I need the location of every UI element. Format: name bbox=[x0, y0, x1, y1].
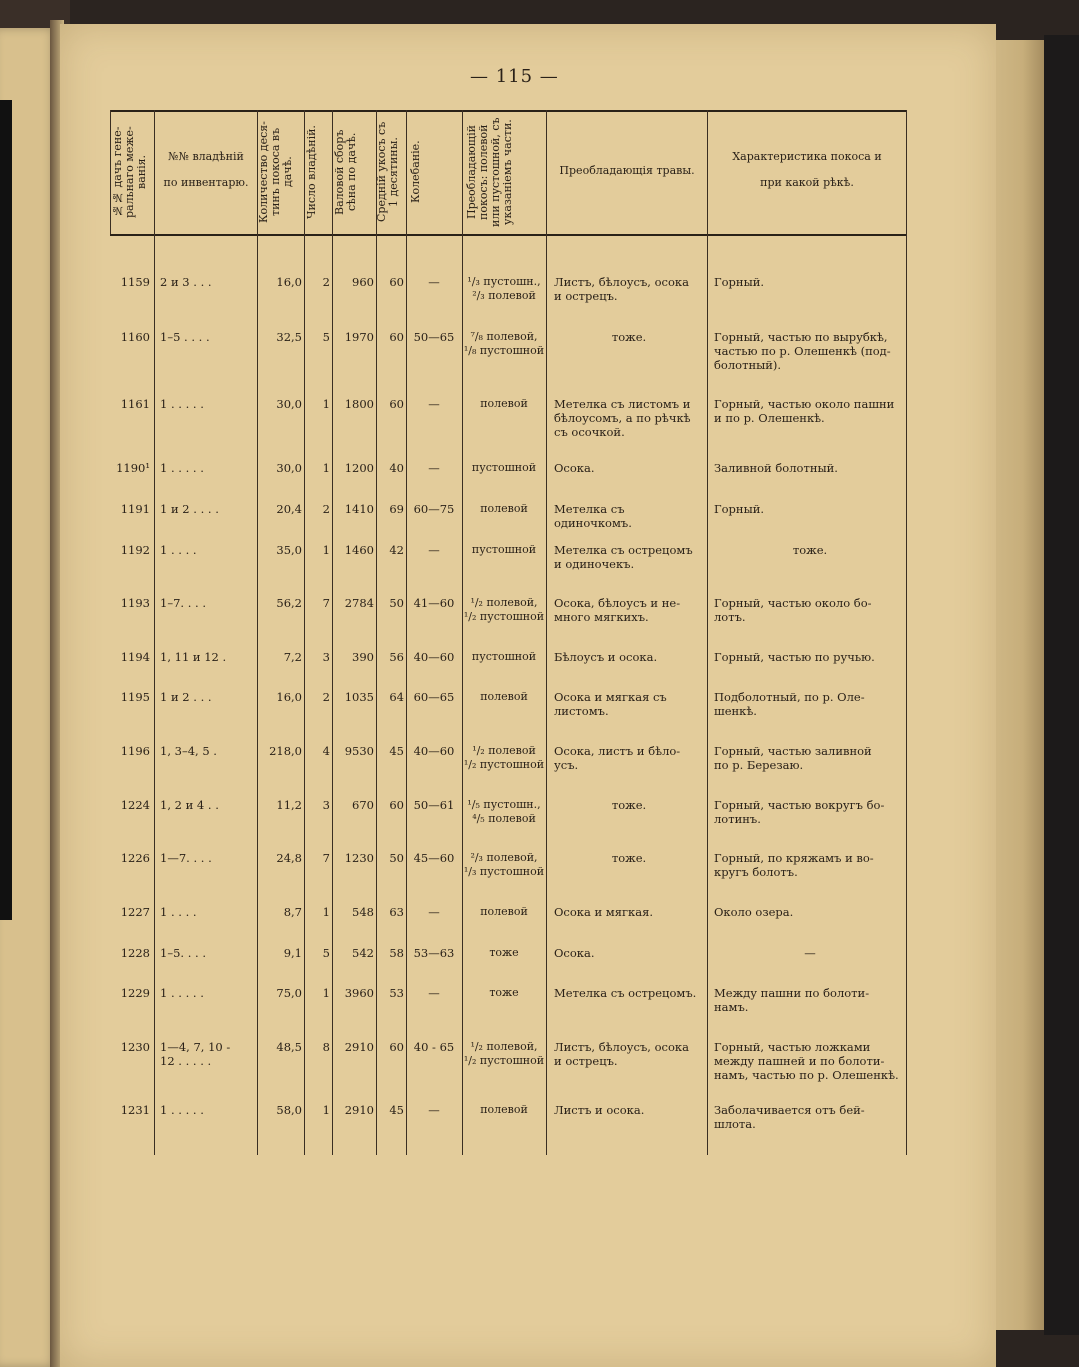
cell-val: 1970 bbox=[344, 330, 374, 344]
cell-kol: 24,8 bbox=[276, 851, 302, 865]
left-page-strip bbox=[0, 100, 12, 920]
cell-travy: Осока. bbox=[554, 461, 595, 475]
cell-travy: Осока. bbox=[554, 946, 595, 960]
cell-kol: 75,0 bbox=[276, 986, 302, 1000]
header-valovoy: Валовой сборъ сѣна по дачѣ. bbox=[333, 129, 358, 215]
header-sredniy: Средній укосъ съ 1 десятины. bbox=[375, 121, 400, 223]
header-vladeniy: №№ владѣній по инвентарю. bbox=[163, 150, 249, 189]
cell-kol: 218,0 bbox=[269, 744, 302, 758]
cell-pokos: тоже bbox=[489, 946, 519, 959]
cell-kol: 32,5 bbox=[276, 330, 302, 344]
cell-pokos: пустошной bbox=[471, 461, 537, 474]
cell-travy: Листъ, бѣлоусъ, осока и острецъ. bbox=[554, 1040, 689, 1068]
page-number: — 115 — bbox=[470, 66, 559, 87]
cell-chislo: 7 bbox=[322, 851, 330, 865]
cell-koleb: 60—65 bbox=[413, 690, 455, 704]
cell-dacha: 1191 bbox=[120, 502, 150, 516]
cell-chislo: 7 bbox=[322, 596, 330, 610]
cell-dacha: 1196 bbox=[120, 744, 150, 758]
cell-val: 1230 bbox=[344, 851, 374, 865]
cell-chislo: 3 bbox=[322, 798, 330, 812]
cell-pokos: ²/₃ полевой, ¹/₃ пустошной bbox=[463, 851, 545, 878]
cell-chislo: 5 bbox=[322, 330, 330, 344]
cell-kol: 56,2 bbox=[276, 596, 302, 610]
cell-vlad: 1, 11 и 12 . bbox=[160, 650, 227, 664]
cell-travy: Метелка съ острецомъ. bbox=[554, 986, 697, 1000]
cell-koleb: 60—75 bbox=[413, 502, 455, 516]
cell-dacha: 1231 bbox=[120, 1103, 150, 1117]
cell-dacha: 1226 bbox=[120, 851, 150, 865]
cell-chislo: 1 bbox=[322, 1103, 330, 1117]
header-preobl-pokos: Преобладающій покосъ: полевой или пустошной, съ указаніемъ части. bbox=[465, 117, 514, 227]
cell-koleb: 40—60 bbox=[413, 650, 455, 664]
cell-koleb: — bbox=[428, 461, 440, 475]
cell-chislo: 2 bbox=[322, 502, 330, 516]
cell-vlad: 1—7. . . . bbox=[160, 851, 212, 865]
cell-dacha: 1194 bbox=[120, 650, 150, 664]
cell-kol: 8,7 bbox=[283, 905, 302, 919]
cell-koleb: 50—65 bbox=[413, 330, 455, 344]
cell-vlad: 1–7. . . . bbox=[160, 596, 206, 610]
cell-sred: 58 bbox=[389, 946, 404, 960]
cell-pokos: ¹/₃ пустошн., ²/₃ полевой bbox=[467, 275, 541, 302]
cell-vlad: 1 . . . . bbox=[160, 905, 197, 919]
cell-sred: 53 bbox=[389, 986, 404, 1000]
cell-dacha: 1161 bbox=[120, 397, 150, 411]
cell-har: Горный. bbox=[714, 275, 765, 289]
cell-pokos: ¹/₂ полевой ¹/₂ пустошной bbox=[463, 744, 545, 771]
header-kolichestvo: Количество деся- тинъ покоса въ дачѣ. bbox=[257, 121, 294, 223]
col-rule bbox=[546, 110, 547, 1155]
cell-pokos: полевой bbox=[480, 690, 528, 703]
cell-pokos: ¹/₅ пустошн., ⁴/₅ полевой bbox=[467, 798, 541, 825]
cell-har: тоже. bbox=[792, 543, 828, 557]
cell-kol: 20,4 bbox=[276, 502, 302, 516]
cell-har: Горный, частью ложками между пашней и по болоти- намъ, частью по р. Олешенкѣ. bbox=[714, 1040, 899, 1082]
cell-chislo: 1 bbox=[322, 543, 330, 557]
cell-sred: 45 bbox=[389, 744, 404, 758]
cell-pokos: пустошной bbox=[471, 650, 537, 663]
cell-sred: 63 bbox=[389, 905, 404, 919]
cell-val: 1410 bbox=[344, 502, 374, 516]
cell-val: 1035 bbox=[344, 690, 374, 704]
cell-har: Заливной болотный. bbox=[714, 461, 838, 475]
cell-travy: тоже. bbox=[611, 798, 647, 812]
cell-vlad: 1 . . . . . bbox=[160, 1103, 204, 1117]
cell-sred: 40 bbox=[389, 461, 404, 475]
col-rule bbox=[154, 110, 155, 1155]
cell-travy: Бѣлоусъ и осока. bbox=[554, 650, 658, 664]
cell-chislo: 2 bbox=[322, 275, 330, 289]
cell-vlad: 1 . . . . . bbox=[160, 397, 204, 411]
cell-har: Между пашни по болоти- намъ. bbox=[714, 986, 870, 1014]
cell-pokos: пустошной bbox=[471, 543, 537, 556]
cell-vlad: 1—4, 7, 10 - 12 . . . . . bbox=[160, 1040, 231, 1068]
cell-val: 1460 bbox=[344, 543, 374, 557]
cell-vlad: 1 и 2 . . . bbox=[160, 690, 212, 704]
header-travy: Преобладающія травы. bbox=[559, 164, 695, 177]
cell-kol: 16,0 bbox=[276, 275, 302, 289]
header-dacha: №№ дачъ гене- ральнаго меже- ванія. bbox=[111, 126, 148, 218]
cell-val: 3960 bbox=[344, 986, 374, 1000]
table-top-rule bbox=[110, 110, 907, 112]
cell-chislo: 1 bbox=[322, 986, 330, 1000]
cell-vlad: 1–5 . . . . bbox=[160, 330, 210, 344]
cell-kol: 30,0 bbox=[276, 461, 302, 475]
cell-dacha: 1230 bbox=[120, 1040, 150, 1054]
cell-val: 670 bbox=[352, 798, 374, 812]
cell-koleb: 40 - 65 bbox=[413, 1040, 455, 1054]
cell-koleb: — bbox=[428, 397, 440, 411]
cell-dacha: 1229 bbox=[120, 986, 150, 1000]
cell-chislo: 1 bbox=[322, 461, 330, 475]
cell-koleb: — bbox=[428, 905, 440, 919]
cell-vlad: 1, 3–4, 5 . bbox=[160, 744, 217, 758]
cell-dacha: 1224 bbox=[120, 798, 150, 812]
cell-travy: Осока и мягкая съ листомъ. bbox=[554, 690, 667, 718]
cell-kol: 35,0 bbox=[276, 543, 302, 557]
cell-vlad: 1 . . . . . bbox=[160, 986, 204, 1000]
cell-kol: 7,2 bbox=[283, 650, 302, 664]
cell-dacha: 1190¹ bbox=[116, 461, 150, 475]
cell-pokos: ¹/₂ полевой, ¹/₂ пустошной bbox=[463, 1040, 545, 1067]
cell-kol: 11,2 bbox=[276, 798, 302, 812]
cell-har: Горный. bbox=[714, 502, 765, 516]
cell-val: 9530 bbox=[344, 744, 374, 758]
cell-sred: 50 bbox=[389, 851, 404, 865]
cell-har: — bbox=[804, 946, 816, 960]
header-chislo: Число владѣній. bbox=[305, 125, 318, 219]
cell-kol: 58,0 bbox=[276, 1103, 302, 1117]
cell-dacha: 1227 bbox=[120, 905, 150, 919]
cell-sred: 45 bbox=[389, 1103, 404, 1117]
cell-chislo: 8 bbox=[322, 1040, 330, 1054]
cell-val: 2910 bbox=[344, 1103, 374, 1117]
cell-pokos: полевой bbox=[480, 905, 528, 918]
cell-dacha: 1195 bbox=[120, 690, 150, 704]
header-kolebanie: Колебаніе. bbox=[409, 140, 422, 204]
cell-travy: Осока, бѣлоусъ и не- много мягкихъ. bbox=[554, 596, 681, 624]
cell-val: 1800 bbox=[344, 397, 374, 411]
cell-sred: 60 bbox=[389, 275, 404, 289]
cell-har: Горный, частью около пашни и по р. Олешенкѣ. bbox=[714, 397, 895, 425]
cell-vlad: 1–5. . . . bbox=[160, 946, 206, 960]
cell-val: 548 bbox=[352, 905, 374, 919]
cell-sred: 56 bbox=[389, 650, 404, 664]
cell-chislo: 4 bbox=[322, 744, 330, 758]
cell-kol: 9,1 bbox=[283, 946, 302, 960]
cell-kol: 30,0 bbox=[276, 397, 302, 411]
col-rule bbox=[376, 110, 377, 1155]
cell-sred: 42 bbox=[389, 543, 404, 557]
cell-koleb: 40—60 bbox=[413, 744, 455, 758]
cell-travy: Листъ и осока. bbox=[554, 1103, 645, 1117]
cell-vlad: 1 . . . . . bbox=[160, 461, 204, 475]
col-rule bbox=[332, 110, 333, 1155]
cell-koleb: 53—63 bbox=[413, 946, 455, 960]
cell-pokos: ¹/₂ полевой, ¹/₂ пустошной bbox=[463, 596, 545, 623]
cell-chislo: 1 bbox=[322, 905, 330, 919]
cell-val: 1200 bbox=[344, 461, 374, 475]
book-cover-edge bbox=[1044, 35, 1079, 1335]
cell-chislo: 5 bbox=[322, 946, 330, 960]
cell-pokos: полевой bbox=[480, 397, 528, 410]
cell-dacha: 1228 bbox=[120, 946, 150, 960]
cell-har: Горный, частью заливной по р. Березаю. bbox=[714, 744, 872, 772]
col-rule bbox=[707, 110, 708, 1155]
cell-sred: 60 bbox=[389, 330, 404, 344]
cell-koleb: — bbox=[428, 275, 440, 289]
header-harakteristika: Характеристика покоса и при какой рѣкѣ. bbox=[732, 150, 882, 189]
cell-pokos: ⁷/₈ полевой, ¹/₈ пустошной bbox=[463, 330, 545, 357]
cell-chislo: 2 bbox=[322, 690, 330, 704]
cell-sred: 69 bbox=[389, 502, 404, 516]
cell-har: Горный, частью около бо- лотъ. bbox=[714, 596, 872, 624]
cell-pokos: полевой bbox=[480, 502, 528, 515]
col-rule bbox=[906, 110, 907, 1155]
cell-travy: Метелка съ острецомъ и одиночекъ. bbox=[554, 543, 693, 571]
col-rule bbox=[406, 110, 407, 1155]
cell-har: Горный, по кряжамъ и во- кругъ болотъ. bbox=[714, 851, 874, 879]
cell-val: 2910 bbox=[344, 1040, 374, 1054]
col-rule bbox=[304, 110, 305, 1155]
header-bottom-rule bbox=[110, 234, 907, 236]
cell-val: 542 bbox=[352, 946, 374, 960]
cell-travy: Осока и мягкая. bbox=[554, 905, 653, 919]
cell-har: Горный, частью вокругъ бо- лотинъ. bbox=[714, 798, 885, 826]
cell-sred: 64 bbox=[389, 690, 404, 704]
cell-val: 960 bbox=[352, 275, 374, 289]
cell-vlad: 1, 2 и 4 . . bbox=[160, 798, 219, 812]
cell-koleb: — bbox=[428, 543, 440, 557]
cell-travy: Осока, листъ и бѣло- усъ. bbox=[554, 744, 681, 772]
cell-travy: Листъ, бѣлоусъ, осока и острецъ. bbox=[554, 275, 689, 303]
cell-sred: 60 bbox=[389, 798, 404, 812]
cell-har: Подболотный, по р. Оле- шенкѣ. bbox=[714, 690, 865, 718]
cell-travy: тоже. bbox=[611, 851, 647, 865]
cell-koleb: 45—60 bbox=[413, 851, 455, 865]
data-table bbox=[110, 110, 907, 1160]
cell-har: Около озера. bbox=[714, 905, 794, 919]
cell-pokos: тоже bbox=[489, 986, 519, 999]
cell-travy: тоже. bbox=[611, 330, 647, 344]
cell-har: Горный, частью по ручью. bbox=[714, 650, 875, 664]
cell-dacha: 1159 bbox=[120, 275, 150, 289]
cell-vlad: 2 и 3 . . . bbox=[160, 275, 212, 289]
cell-koleb: — bbox=[428, 986, 440, 1000]
cell-chislo: 1 bbox=[322, 397, 330, 411]
cell-kol: 16,0 bbox=[276, 690, 302, 704]
cell-travy: Метелка съ одиночкомъ. bbox=[554, 502, 632, 530]
cell-val: 390 bbox=[352, 650, 374, 664]
cell-vlad: 1 и 2 . . . . bbox=[160, 502, 219, 516]
cell-koleb: 41—60 bbox=[413, 596, 455, 610]
cell-travy: Метелка съ листомъ и бѣлоусомъ, а по рѣчкѣ съ осочкой. bbox=[554, 397, 691, 439]
cell-har: Заболачивается отъ бей- шлота. bbox=[714, 1103, 865, 1131]
cell-koleb: 50—61 bbox=[413, 798, 455, 812]
cell-chislo: 3 bbox=[322, 650, 330, 664]
cell-dacha: 1160 bbox=[120, 330, 150, 344]
cell-sred: 50 bbox=[389, 596, 404, 610]
cell-dacha: 1193 bbox=[120, 596, 150, 610]
cell-kol: 48,5 bbox=[276, 1040, 302, 1054]
cell-dacha: 1192 bbox=[120, 543, 150, 557]
cell-sred: 60 bbox=[389, 397, 404, 411]
cell-har: Горный, частью по вырубкѣ, частью по р. Олешенкѣ (под- болотный). bbox=[714, 330, 891, 372]
cell-val: 2784 bbox=[344, 596, 374, 610]
cell-sred: 60 bbox=[389, 1040, 404, 1054]
cell-pokos: полевой bbox=[480, 1103, 528, 1116]
cell-koleb: — bbox=[428, 1103, 440, 1117]
cell-vlad: 1 . . . . bbox=[160, 543, 197, 557]
